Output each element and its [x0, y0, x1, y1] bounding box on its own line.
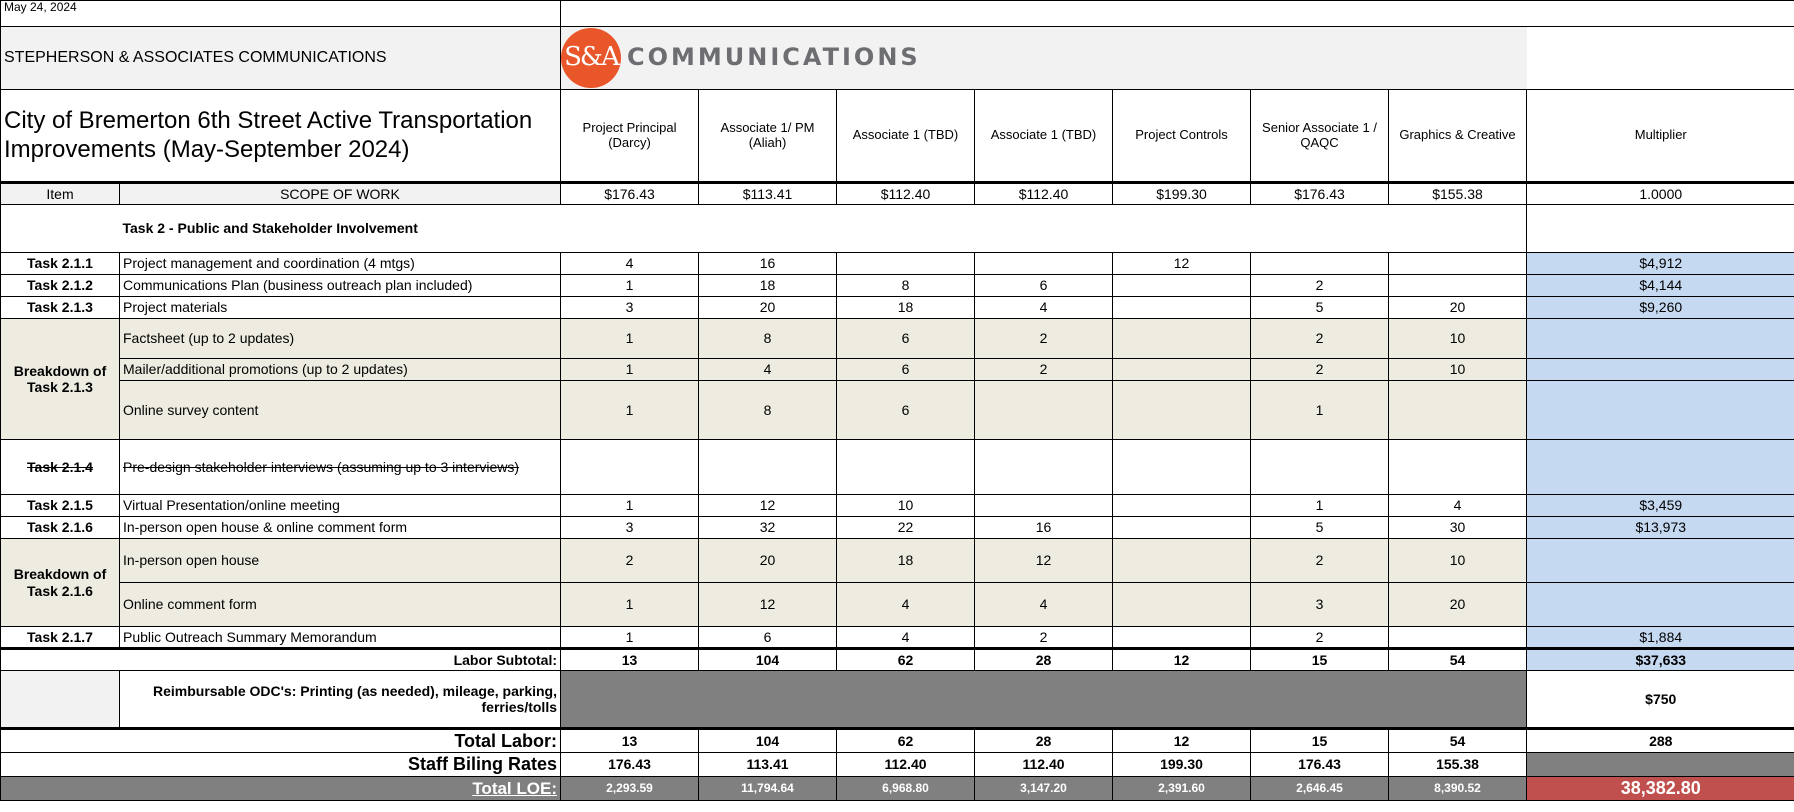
hours-cell [975, 440, 1113, 495]
hours-cell: 8 [699, 319, 837, 359]
task-total: $1,884 [1527, 627, 1794, 649]
task-id: Task 2.1.7 [1, 627, 120, 649]
blank-cell [1, 205, 120, 253]
hours-cell: 4 [561, 253, 699, 275]
total-labor-cell: 54 [1389, 729, 1527, 753]
task-total: $9,260 [1527, 297, 1794, 319]
task-desc: Virtual Presentation/online meeting [120, 495, 561, 517]
subtotal-total: $37,633 [1527, 649, 1794, 671]
rate-cell: $199.30 [1113, 183, 1251, 205]
hours-cell [975, 381, 1113, 440]
hours-cell: 5 [1251, 297, 1389, 319]
subtotal-cell: 62 [837, 649, 975, 671]
staff-rate-cell: 155.38 [1389, 753, 1527, 777]
blank-cell [1527, 27, 1794, 90]
hours-cell: 6 [699, 627, 837, 649]
hours-cell [1389, 440, 1527, 495]
hours-cell: 20 [699, 539, 837, 583]
task-id: Task 2.1.4 [1, 440, 120, 495]
table-row [1, 627, 1794, 649]
col-header: Associate 1 (TBD) [975, 90, 1113, 183]
hours-cell: 10 [1389, 539, 1527, 583]
total-labor-total: 288 [1527, 729, 1794, 753]
hours-cell [699, 440, 837, 495]
hours-cell: 20 [699, 297, 837, 319]
col-header: Associate 1/ PM (Aliah) [699, 90, 837, 183]
scope-header: SCOPE OF WORK [120, 183, 561, 205]
hours-cell: 32 [699, 517, 837, 539]
table-row [1, 359, 1794, 381]
hours-cell [1251, 253, 1389, 275]
blank-cell [561, 1, 1794, 27]
blank-cell [1527, 753, 1794, 777]
col-header: Associate 1 (TBD) [837, 90, 975, 183]
staff-rate-cell: 112.40 [975, 753, 1113, 777]
hours-cell: 4 [837, 627, 975, 649]
hours-cell [1113, 319, 1251, 359]
loe-cell: 2,646.45 [1251, 777, 1389, 801]
hours-cell [1113, 517, 1251, 539]
total-loe-label: Total LOE: [1, 777, 561, 801]
staff-rate-cell: 112.40 [837, 753, 975, 777]
hours-cell: 22 [837, 517, 975, 539]
total-labor-cell: 12 [1113, 729, 1251, 753]
hours-cell [1113, 440, 1251, 495]
hours-cell [1389, 381, 1527, 440]
col-header: Project Principal (Darcy) [561, 90, 699, 183]
rate-cell: $112.40 [975, 183, 1113, 205]
hours-cell [1113, 297, 1251, 319]
staff-rates-row [1, 753, 1794, 777]
total-labor-cell: 13 [561, 729, 699, 753]
table-row [1, 440, 1794, 495]
task-id: Task 2.1.2 [1, 275, 120, 297]
col-header: Multiplier [1527, 90, 1794, 183]
table-row [1, 297, 1794, 319]
task-desc: In-person open house [120, 539, 561, 583]
hours-cell: 12 [975, 539, 1113, 583]
staff-rate-cell: 176.43 [561, 753, 699, 777]
loe-cell: 3,147.20 [975, 777, 1113, 801]
hours-cell: 2 [1251, 539, 1389, 583]
table-row [1, 275, 1794, 297]
task-total: $3,459 [1527, 495, 1794, 517]
hours-cell: 1 [561, 359, 699, 381]
hours-cell [975, 495, 1113, 517]
blank-cell [1527, 440, 1794, 495]
hours-cell: 3 [561, 517, 699, 539]
hours-cell [1251, 440, 1389, 495]
blank-cell [1527, 539, 1794, 583]
grand-total: 38,382.80 [1527, 777, 1794, 801]
hours-cell [1113, 275, 1251, 297]
hours-cell: 10 [1389, 319, 1527, 359]
hours-cell: 2 [1251, 319, 1389, 359]
task-desc: Online survey content [120, 381, 561, 440]
col-header: Graphics & Creative [1389, 90, 1527, 183]
hours-cell: 18 [699, 275, 837, 297]
subtotal-label: Labor Subtotal: [1, 649, 561, 671]
logo-text: COMMUNICATIONS [627, 43, 921, 72]
section-title: Task 2 - Public and Stakeholder Involvement [120, 205, 1527, 253]
loe-cell: 8,390.52 [1389, 777, 1527, 801]
total-labor-label: Total Labor: [1, 729, 561, 753]
hours-cell: 8 [837, 275, 975, 297]
table-row [1, 517, 1794, 539]
task-total: $4,912 [1527, 253, 1794, 275]
task-id: Task 2.1.1 [1, 253, 120, 275]
task-total: $4,144 [1527, 275, 1794, 297]
task-id: Task 2.1.3 [1, 297, 120, 319]
blank-cell [1527, 359, 1794, 381]
hours-cell: 2 [1251, 627, 1389, 649]
hours-cell: 4 [975, 297, 1113, 319]
total-labor-cell: 104 [699, 729, 837, 753]
hours-cell: 2 [561, 539, 699, 583]
task-desc: Communications Plan (business outreach plan included) [120, 275, 561, 297]
total-labor-cell: 62 [837, 729, 975, 753]
sa-logo-icon: S&A [561, 28, 621, 88]
hours-cell: 6 [837, 359, 975, 381]
odc-shaded-area [561, 671, 1527, 729]
staff-rate-cell: 176.43 [1251, 753, 1389, 777]
staff-rates-label: Staff Biling Rates [1, 753, 561, 777]
task-id: Task 2.1.6 [1, 517, 120, 539]
hours-cell: 18 [837, 297, 975, 319]
hours-cell: 2 [1251, 359, 1389, 381]
total-labor-row [1, 729, 1794, 753]
hours-cell: 12 [699, 495, 837, 517]
project-title: City of Bremerton 6th Street Active Transportation Improvements (May-September 2024) [1, 90, 561, 183]
task-desc: Project management and coordination (4 mtgs) [120, 253, 561, 275]
loe-cell: 11,794.64 [699, 777, 837, 801]
blank-cell [1527, 583, 1794, 627]
subtotal-cell: 28 [975, 649, 1113, 671]
hours-cell: 16 [975, 517, 1113, 539]
odc-label: Reimbursable ODC's: Printing (as needed), mileage, parking, ferries/tolls [120, 671, 561, 729]
hours-cell: 2 [975, 359, 1113, 381]
hours-cell [1389, 627, 1527, 649]
hours-cell: 4 [975, 583, 1113, 627]
task-desc: Factsheet (up to 2 updates) [120, 319, 561, 359]
rate-cell: $155.38 [1389, 183, 1527, 205]
rate-cell: $176.43 [561, 183, 699, 205]
task-desc: Public Outreach Summary Memorandum [120, 627, 561, 649]
hours-cell: 20 [1389, 583, 1527, 627]
hours-cell: 2 [1251, 275, 1389, 297]
hours-cell [1113, 627, 1251, 649]
loe-cell: 2,293.59 [561, 777, 699, 801]
blank-cell [1527, 319, 1794, 359]
table-row [1, 495, 1794, 517]
hours-cell: 20 [1389, 297, 1527, 319]
subtotal-cell: 104 [699, 649, 837, 671]
hours-cell: 1 [1251, 381, 1389, 440]
hours-cell: 12 [699, 583, 837, 627]
hours-cell: 1 [561, 627, 699, 649]
hours-cell: 1 [561, 275, 699, 297]
total-labor-cell: 28 [975, 729, 1113, 753]
hours-cell: 1 [1251, 495, 1389, 517]
hours-cell: 6 [837, 319, 975, 359]
hours-cell: 12 [1113, 253, 1251, 275]
col-header: Project Controls [1113, 90, 1251, 183]
hours-cell [1389, 275, 1527, 297]
hours-cell: 4 [837, 583, 975, 627]
hours-cell: 4 [1389, 495, 1527, 517]
hours-cell [1113, 381, 1251, 440]
table-row [1, 539, 1794, 583]
subtotal-cell: 54 [1389, 649, 1527, 671]
task-desc: Mailer/additional promotions (up to 2 updates) [120, 359, 561, 381]
table-row [1, 319, 1794, 359]
subtotal-cell: 15 [1251, 649, 1389, 671]
blank-cell [1527, 205, 1794, 253]
multiplier-cell: 1.0000 [1527, 183, 1794, 205]
task-desc: Pre-design stakeholder interviews (assuming up to 3 interviews) [120, 440, 561, 495]
hours-cell: 2 [975, 319, 1113, 359]
hours-cell [1113, 583, 1251, 627]
total-labor-cell: 15 [1251, 729, 1389, 753]
breakdown-label: Breakdown of Task 2.1.6 [1, 539, 120, 627]
item-header: Item [1, 183, 120, 205]
hours-cell: 1 [561, 319, 699, 359]
staff-rate-cell: 199.30 [1113, 753, 1251, 777]
hours-cell [1389, 253, 1527, 275]
hours-cell [837, 440, 975, 495]
task-total: $13,973 [1527, 517, 1794, 539]
hours-cell [837, 253, 975, 275]
subtotal-row [1, 649, 1794, 671]
hours-cell: 30 [1389, 517, 1527, 539]
hours-cell: 3 [1251, 583, 1389, 627]
task-desc: In-person open house & online comment form [120, 517, 561, 539]
hours-cell: 18 [837, 539, 975, 583]
hours-cell: 1 [561, 495, 699, 517]
task-desc: Online comment form [120, 583, 561, 627]
odc-total: $750 [1527, 671, 1794, 729]
subtotal-cell: 13 [561, 649, 699, 671]
staff-rate-cell: 113.41 [699, 753, 837, 777]
hours-cell: 6 [975, 275, 1113, 297]
rate-cell: $176.43 [1251, 183, 1389, 205]
table-row [1, 381, 1794, 440]
hours-cell [561, 440, 699, 495]
task-desc: Project materials [120, 297, 561, 319]
task-id: Task 2.1.5 [1, 495, 120, 517]
hours-cell: 10 [837, 495, 975, 517]
col-header: Senior Associate 1 / QAQC [1251, 90, 1389, 183]
hours-cell: 16 [699, 253, 837, 275]
rate-cell: $113.41 [699, 183, 837, 205]
rate-cell: $112.40 [837, 183, 975, 205]
hours-cell [975, 253, 1113, 275]
subtotal-cell: 12 [1113, 649, 1251, 671]
odc-row [1, 671, 1794, 729]
hours-cell [1113, 539, 1251, 583]
total-loe-row [1, 777, 1794, 801]
date-cell: May 24, 2024 [1, 1, 561, 27]
blank-cell [1, 671, 120, 729]
company-name: STEPHERSON & ASSOCIATES COMMUNICATIONS [1, 27, 561, 90]
hours-cell: 2 [975, 627, 1113, 649]
breakdown-label: Breakdown of Task 2.1.3 [1, 319, 120, 440]
loe-cell: 2,391.60 [1113, 777, 1251, 801]
hours-cell: 8 [699, 381, 837, 440]
hours-cell [1113, 359, 1251, 381]
blank-cell [1527, 381, 1794, 440]
hours-cell: 10 [1389, 359, 1527, 381]
hours-cell: 6 [837, 381, 975, 440]
hours-cell: 1 [561, 583, 699, 627]
table-row [1, 253, 1794, 275]
hours-cell: 3 [561, 297, 699, 319]
hours-cell: 4 [699, 359, 837, 381]
hours-cell: 5 [1251, 517, 1389, 539]
logo-cell [561, 27, 1527, 90]
hours-cell [1113, 495, 1251, 517]
hours-cell: 1 [561, 381, 699, 440]
loe-cell: 6,968.80 [837, 777, 975, 801]
table-row [1, 583, 1794, 627]
